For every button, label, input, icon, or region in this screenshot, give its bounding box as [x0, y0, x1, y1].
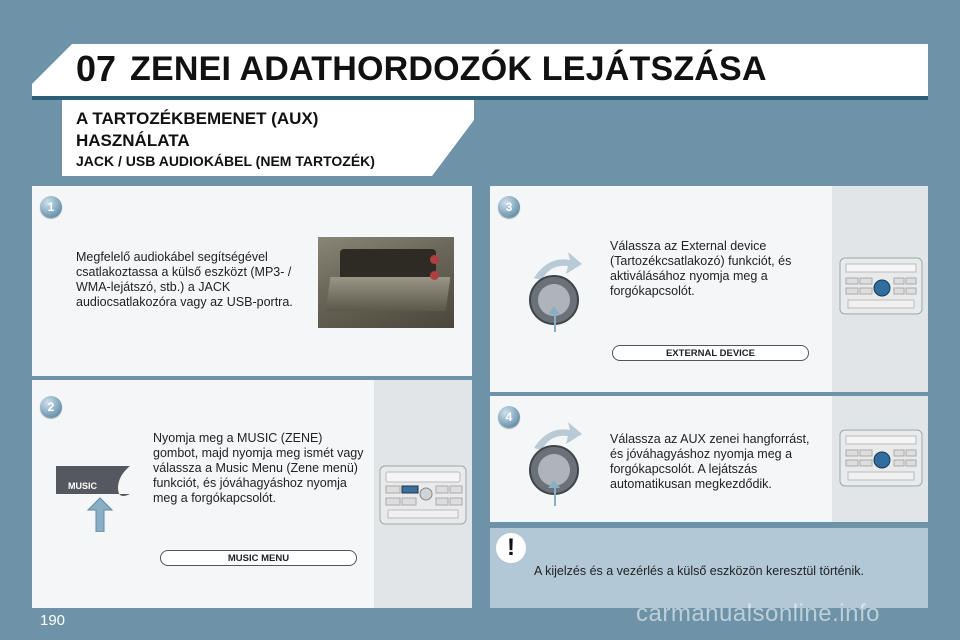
section-subtitle: JACK / USB AUDIOKÁBEL (NEM TARTOZÉK) — [76, 153, 375, 169]
chapter-number: 07 — [76, 48, 117, 89]
glovebox-photo — [318, 237, 454, 328]
watermark: carmanualsonline.info — [636, 600, 880, 627]
radio-panel-illustration-4 — [838, 428, 924, 488]
step-1-badge: 1 — [40, 196, 62, 218]
step-4-text: Válassza az AUX zenei hangforrást, és jóváhagyáshoz nyomja meg a forgókapcsolót. A lejátszás automatikusan megkezdődik. — [610, 432, 810, 491]
external-device-pill: EXTERNAL DEVICE — [612, 345, 809, 361]
rotary-knob-press-icon — [520, 248, 590, 334]
music-button-label: MUSIC — [68, 481, 97, 491]
warning-icon: ! — [496, 533, 526, 563]
step-3-text: Válassza az External device (Tartozékcsatlakozó) funkciót, és aktiválásához nyomja meg a forgókapcsolót. — [610, 239, 792, 298]
music-menu-pill: MUSIC MENU — [160, 550, 357, 566]
rotary-knob-press-icon-4 — [520, 418, 590, 508]
chapter-title: ZENEI ADATHORDOZÓK LEJÁTSZÁSA — [130, 50, 767, 88]
page-number: 190 — [40, 612, 66, 629]
step-1-text: Megfelelő audiokábel segítségével csatlakoztassa a külső eszközt (MP3- / WMA-lejátszó, stb.) a JACK audiocsatlakozóra vagy az USB-portra. — [76, 250, 293, 309]
note-text: A kijelzés és a vezérlés a külső eszközön keresztül történik. — [534, 564, 865, 578]
radio-panel-illustration-3 — [838, 256, 924, 316]
step-4-badge: 4 — [498, 406, 520, 428]
section-title: A TARTOZÉKBEMENET (AUX) HASZNÁLATA — [76, 109, 319, 150]
radio-panel-illustration — [378, 464, 468, 526]
music-button-illustration — [52, 462, 136, 532]
step-2-badge: 2 — [40, 396, 62, 418]
step-2-text: Nyomja meg a MUSIC (ZENE) gombot, majd nyomja meg ismét vagy válassza a Music Menu (Zene menü) funkciót, és jóváhagyáshoz nyomja meg a forgókapcsolót. — [153, 431, 364, 505]
banner-accent-strip — [32, 96, 928, 100]
step-3-badge: 3 — [498, 196, 520, 218]
